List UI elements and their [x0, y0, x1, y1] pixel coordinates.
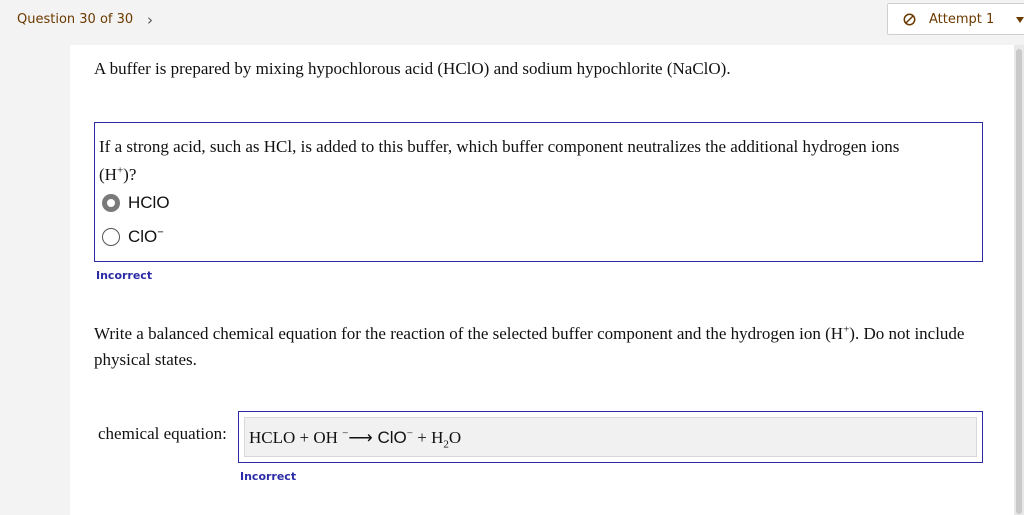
no-entry-circle-icon [903, 13, 916, 26]
feedback-part2: Incorrect [240, 470, 297, 483]
scrollbar[interactable] [1014, 45, 1024, 515]
option-label-sup: − [157, 226, 164, 239]
reaction-arrow-icon: ⟶ [348, 428, 373, 447]
question-counter: Question 30 of 30 [17, 12, 134, 27]
question-intro: A buffer is prepared by mixing hypochlorous acid (HClO) and sodium hypochlorite (NaClO). [94, 59, 731, 78]
radio-unselected[interactable] [102, 228, 120, 246]
attempt-label: Attempt 1 [929, 12, 995, 27]
mc-question-text [99, 133, 969, 189]
multiple-choice-box [94, 122, 983, 262]
mc-question-sup: + [116, 164, 124, 177]
feedback-part1: Incorrect [96, 269, 153, 282]
eq-term2-sup: − [406, 427, 413, 440]
eq-term1-sup: − [342, 427, 349, 440]
top-bar [0, 0, 1024, 42]
equation-label: chemical equation: [98, 424, 227, 443]
part2-question [94, 321, 984, 373]
caret-down-icon [1016, 17, 1024, 23]
scrollbar-thumb[interactable] [1016, 49, 1022, 514]
option-label [128, 227, 164, 247]
eq-term3-sub: 2 [443, 438, 449, 451]
eq-term4: O [448, 428, 462, 447]
mc-question-line2-pre: (H [99, 165, 117, 184]
chevron-right-icon[interactable]: › [147, 11, 153, 29]
part2-question-post: ). Do not include physical states. [94, 324, 965, 369]
mc-question-line1: If a strong acid, such as HCl, is added to this buffer, which buffer component neutralizes the additional hydrogen ions [99, 137, 900, 156]
option-label-base: ClO [128, 227, 158, 246]
equation-input-field[interactable] [244, 417, 977, 457]
eq-term2: ClO [372, 428, 407, 447]
attempt-dropdown[interactable] [887, 3, 1024, 35]
option-label: HClO [128, 193, 170, 212]
part2-question-sup: + [843, 323, 850, 336]
radio-selected[interactable] [102, 194, 120, 212]
equation-value [249, 427, 462, 451]
question-navigator[interactable] [17, 11, 153, 29]
eq-term1: HCLO + OH [249, 428, 343, 447]
equation-input-box[interactable] [238, 411, 983, 463]
mc-question-line2-post: )? [123, 165, 137, 184]
part2-question-pre: Write a balanced chemical equation for the reaction of the selected buffer component and the hydrogen ion (H [94, 324, 844, 343]
eq-term3: + H [412, 428, 444, 447]
